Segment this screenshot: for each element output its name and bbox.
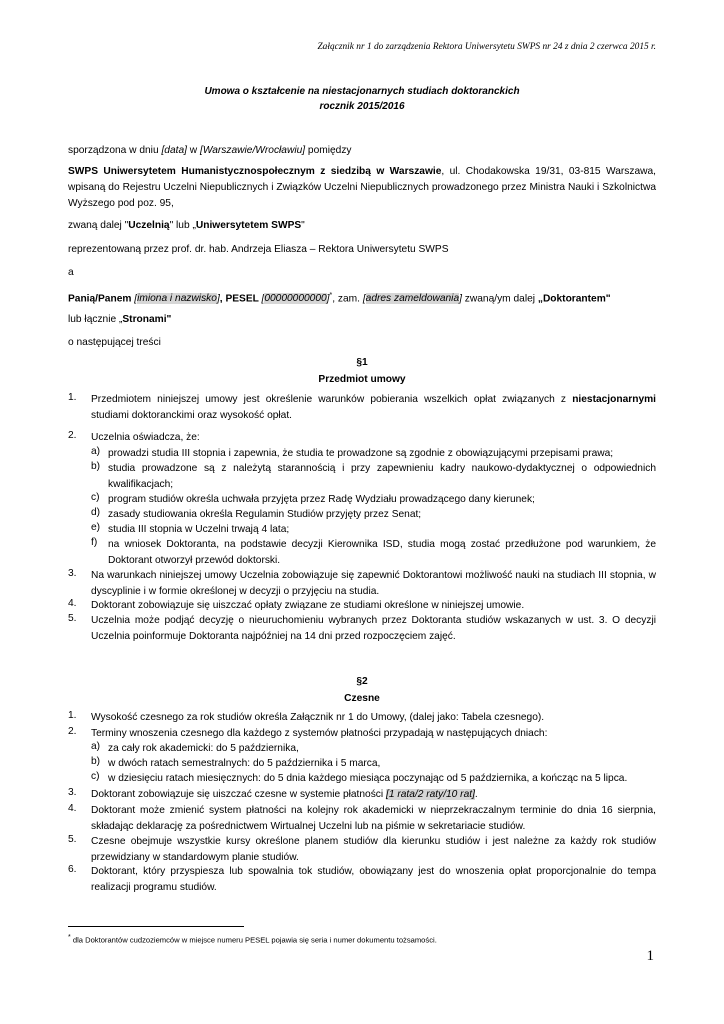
called-uczelnia-line: zwaną dalej "Uczelnią" lub „Uniwersytetem SWPS": [68, 220, 305, 231]
section1-item-num: 2.: [68, 430, 77, 441]
section2-heading: Czesne: [344, 693, 380, 704]
sub-letter: b): [91, 756, 101, 767]
date-place-line: sporządzona w dniu [data] w [Warszawie/Wrocławiu] pomiędzy: [68, 145, 352, 156]
section1-item-4: Doktorant zobowiązuje się uiszczać opłaty związane ze studiami określone w niniejszej umowie.: [91, 600, 525, 611]
sub-letter: c): [91, 492, 100, 503]
section1-sub-item: na wniosek Doktoranta, na podstawie decyzji Kierownika ISD, studia mogą zostać przedłużone pod warunkiem, że Doktorant otworzył przewód doktorski.: [108, 539, 656, 566]
section1-item-3: Na warunkach niniejszej umowy Uczelnia zobowiązuje się zapewnić Doktorantowi możliwość nauki na studiach III stopnia, w dyscyplinie i w formie określonej w decyzji o przyjęciu na studia.: [91, 570, 656, 597]
section1-item-num: 4.: [68, 598, 77, 609]
date-field: [data]: [161, 145, 187, 156]
payment-system-field: [1 rata/2 raty/10 rat]: [386, 789, 475, 800]
represented-line: reprezentowaną przez prof. dr. hab. Andrzeja Eliasza – Rektora Uniwersytetu SWPS: [68, 244, 449, 255]
pesel-field: 00000000000: [264, 293, 327, 305]
sub-letter: a): [91, 446, 101, 457]
section2-sub-item: w dziesięciu ratach miesięcznych: do 5 dnia każdego miesiąca poczynając od 5 października, a kończąc na 5 lipca.: [108, 773, 628, 784]
section1-item-1: Przedmiotem niniejszej umowy jest określenie warunków pobierania wszelkich opłat związanych z niestacjonarnymi studiami doktoranckimi oraz wysokość opłat.: [91, 394, 656, 421]
section1-heading: Przedmiot umowy: [318, 374, 406, 385]
jointly-line: lub łącznie „Stronami": [68, 314, 172, 325]
sub-letter: c): [91, 771, 100, 782]
section2-item-num: 3.: [68, 787, 77, 798]
section2-item-num: 2.: [68, 726, 77, 737]
party1-name: SWPS Uniwersytetem Humanistycznospołecznym z siedzibą w Warszawie: [68, 166, 442, 177]
section1-sub-item: zasady studiowania określa Regulamin Studiów przyjęty przez Senat;: [108, 509, 422, 520]
party1-description: , ul. Chodakowska 19/31, 03-815 Warszawa, wpisaną do Rejestru Uczelni Niepublicznych i Związków Uczelni Niepublicznych prowadzonego przez Ministra Nauki i Szkolnictwa Wyższego pod poz. 95,: [68, 166, 656, 209]
section2-sub-item: w dwóch ratach semestralnych: do 5 października i 5 marca,: [108, 758, 381, 769]
sub-letter: b): [91, 461, 101, 472]
footnote-mark: *: [68, 934, 71, 941]
section2-item-3: Doktorant zobowiązuje się uiszczać czesne w systemie płatności [1 rata/2 raty/10 rat].: [91, 789, 478, 800]
section2-item-num: 4.: [68, 803, 77, 814]
title-line-2: rocznik 2015/2016: [319, 101, 405, 112]
section1-sub-item: studia III stopnia w Uczelni trwają 4 lata;: [108, 524, 290, 535]
party1-paragraph: [68, 164, 656, 212]
section2-number: §2: [356, 676, 368, 687]
section2-item-num: 5.: [68, 834, 77, 845]
sub-letter: e): [91, 522, 101, 533]
section2-item-num: 1.: [68, 710, 77, 721]
document-title: [0, 84, 724, 114]
footnote-ref: *: [329, 292, 333, 299]
section1-sub-item: studia prowadzone są z należytą starannością i przy zapewnieniu kadry naukowo-dydaktycznej o odpowiednich kwalifikacjach;: [108, 463, 656, 490]
header-note: Załącznik nr 1 do zarządzenia Rektora Uniwersytetu SWPS nr 24 z dnia 2 czerwca 2015 r.: [317, 42, 656, 52]
section1-item-num: 1.: [68, 392, 77, 403]
section2-sub-item: za cały rok akademicki: do 5 października,: [108, 743, 299, 754]
sub-letter: a): [91, 741, 101, 752]
place-field: [Warszawie/Wrocławiu]: [199, 145, 306, 156]
footnote-text: dla Doktorantów cudzoziemców w miejsce numeru PESEL pojawia się seria i numer dokumentu tożsamości.: [70, 935, 437, 945]
footnote: [68, 934, 437, 945]
section2-item-5: Czesne obejmuje wszystkie kursy określone planem studiów dla kierunku studiów i jest należne za każdy rok studiów przewidziany w standardowym planie studiów.: [91, 836, 656, 863]
section1-sub-item: program studiów określa uchwała przyjęta przez Radę Wydziału prowadzącego dany kierunek;: [108, 494, 535, 505]
section1-item-num: 5.: [68, 613, 77, 624]
address-field: adres zameldowania: [365, 293, 460, 305]
section2-item-1: Wysokość czesnego za rok studiów określa Załącznik nr 1 do Umowy, (dalej jako: Tabela czesnego).: [91, 712, 545, 723]
party2-line: Panią/Panem [imiona i nazwisko], PESEL [00000000000]*, zam. [adres zameldowania] zwaną/ym dalej „Doktorantem": [68, 292, 611, 305]
names-field: imiona i nazwisko: [137, 293, 217, 305]
section2-item-4: Doktorant może zmienić system płatności na kolejny rok akademicki w nieprzekraczalnym terminie do dnia 16 sierpnia, składając deklarację za pośrednictwem Wirtualnej Uczelni lub na piśmie w sekretariacie studiów.: [91, 805, 656, 832]
page-number: 1: [646, 948, 654, 964]
section2-item-2: Terminy wnoszenia czesnego dla każdego z systemów płatności przypadają w następujących dniach:: [91, 728, 548, 739]
section2-item-num: 6.: [68, 864, 77, 875]
section1-sub-item: prowadzi studia III stopnia i zapewnia, że studia te prowadzone są zgodnie z obowiązującymi przepisami prawa;: [108, 448, 614, 459]
section2-item-6: Doktorant, który przyspiesza lub spowalnia tok studiów, obowiązany jest do wnoszenia opłat proporcjonalnie do tempa realizacji programu studiów.: [91, 866, 656, 893]
section1-item-num: 3.: [68, 568, 77, 579]
sub-letter: f): [91, 537, 98, 548]
sub-letter: d): [91, 507, 101, 518]
and-line: a: [68, 267, 74, 278]
section1-item-2: Uczelnia oświadcza, że:: [91, 432, 200, 443]
section1-number: §1: [356, 357, 368, 368]
section1-item-5: Uczelnia może podjąć decyzję o nieuruchomieniu wybranych przez Doktoranta studiów wskazanych w ust. 3. O decyzji Uczelnia poinformuje Doktoranta najpóźniej na 14 dni przed rozpoczęciem zajęć.: [91, 615, 656, 642]
title-line-1: Umowa o kształcenie na niestacjonarnych studiach doktoranckich: [204, 86, 520, 97]
following-line: o następującej treści: [68, 337, 161, 348]
footnote-separator: [68, 926, 244, 927]
